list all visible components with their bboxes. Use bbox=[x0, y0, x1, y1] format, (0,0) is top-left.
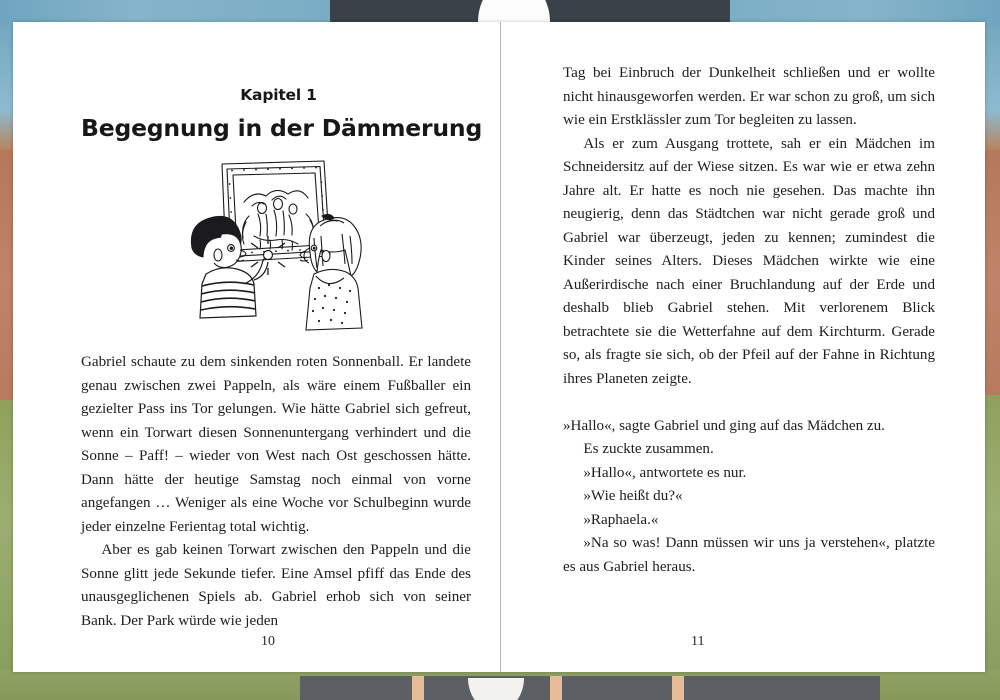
page-number-left: 10 bbox=[261, 634, 275, 649]
paragraph: Tag bei Einbruch der Dunkelheit schließen und er wollte nicht hinausgeworfen werden. Er war schon zu groß, um sich wie ein Erstklässler zum Tor begleiten zu lassen. bbox=[563, 65, 935, 128]
cover-figure-head bbox=[468, 678, 524, 700]
paragraph: »Hallo«, antwortete es nur. bbox=[583, 464, 747, 481]
right-page bbox=[501, 22, 985, 672]
paragraph: »Na so was! Dann müssen wir uns ja verstehen«, platzte es aus Gabriel heraus. bbox=[563, 535, 935, 575]
chapter-illustration-icon bbox=[174, 156, 384, 331]
cover-church-dome-icon bbox=[478, 0, 550, 22]
cover-figure-leg bbox=[672, 676, 684, 700]
cover-figure-leg bbox=[412, 676, 424, 700]
paragraph: Aber es gab keinen Torwart zwischen den Pappeln und die Sonne glitt jede Sekunde tiefer. Eine Amsel pfiff das Ende des unausgeglichenen Spiels ab. Gabriel erhob sich von seiner Bank. Der Park würde wie jeden bbox=[81, 542, 471, 629]
book-spread bbox=[13, 22, 985, 672]
left-page bbox=[13, 22, 500, 672]
paragraph: Als er zum Ausgang trottete, sah er ein Mädchen im Schneidersitz auf der Wiese sitzen. Es war wie er etwa zehn Jahre alt. Er hatte es noch nie gesehen. Das machte ihn neugierig, denn das Städtchen war nicht gerade groß und Gabriel war überzeugt, jeden zu kennen; zumindest die Kinder seines Alters. Dieses Mädchen wirkte wie eine Außerirdische nach einer Bruchlandung auf der Erde und deshalb blieb Gabriel stehen. Mit verlorenem Blick betrachtete sie die Wetterfahne auf dem Kirchturm. Gerade so, als fragte sie sich, ob der Pfeil auf der Fahne in Richtung ihres Planeten zeigte. bbox=[563, 135, 935, 387]
paragraph: Es zuckte zusammen. bbox=[583, 441, 714, 457]
right-page-body bbox=[563, 62, 935, 579]
page-title: Begegnung in der Dämmerung bbox=[81, 114, 483, 142]
paragraph: »Raphaela.« bbox=[583, 511, 659, 528]
page-number-right: 11 bbox=[691, 634, 705, 649]
paragraph: »Wie heißt du?« bbox=[583, 488, 683, 504]
paragraph: Gabriel schaute zu dem sinkenden roten Sonnenball. Er landete genau zwischen zwei Pappeln, als wäre einem Fußballer ein gezielter Pass ins Tor gelungen. Wie hätte Gabriel sich gefreut, wenn ein Torwart diesen Sonnenuntergang verhindert und die Sonne – Paff! – wieder von West nach Ost geschossen hätte. Dann hätte der heutige Samstag noch einmal von vorne angefangen … Weniger als eine Woche vor Schulbeginn wurde jeder einzelne Ferientag total wichtig. bbox=[81, 354, 471, 535]
left-page-body bbox=[81, 351, 471, 633]
cover-path-right bbox=[700, 676, 880, 700]
chapter-kicker: Kapitel 1 bbox=[240, 86, 317, 104]
cover-figure-leg bbox=[550, 676, 562, 700]
paragraph: »Hallo«, sagte Gabriel und ging auf das Mädchen zu. bbox=[563, 417, 885, 434]
